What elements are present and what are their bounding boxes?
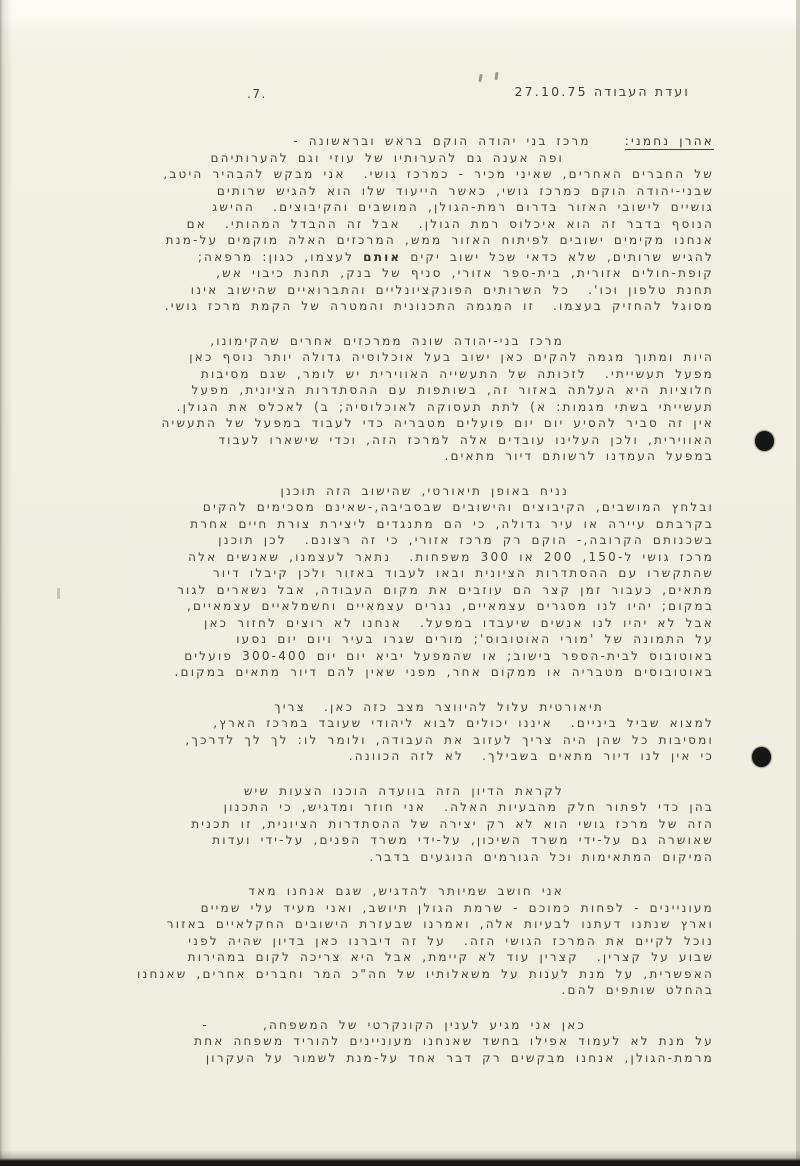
scan-speck: [494, 72, 498, 80]
paragraph: [58, 133, 714, 315]
text-line: [58, 549, 714, 566]
text-line: [58, 1050, 714, 1067]
text-line: [58, 399, 714, 416]
line-text: אין זה סביר להסיע יום יום פועלים מטבריה כדי לעבוד במפעל של התעשיה: [161, 416, 714, 430]
line-text: אנחנו מקימים ישובים לפיתוח האזור ממש, המרכזים האלה מוקמים על-מנת: [165, 233, 714, 247]
text-line: [58, 483, 714, 500]
text-line: [58, 349, 714, 366]
text-line: [58, 582, 714, 599]
line-text: הזה של מרכז גושי הוא לא רק יצירה של ההסתדרות הציונית, זו תכנית: [191, 816, 714, 831]
text-line: [58, 966, 714, 983]
line-text: ופה אענה גם להערותיו של עוזי וגם להערותיהם: [210, 150, 564, 165]
line-text: שבני-יהודה הוקם כמרכז גושי, כאשר הייעוד שלו הוא להגיש שרותים: [216, 183, 714, 198]
line-text: מעוניינים - לפחות כמוכם - שרמת הגולן תיושב, ואני מעיד עלי שמיים: [200, 900, 714, 915]
page-number: .7.: [247, 87, 267, 101]
line-text: במפעל העמדנו לרשותם דיור מתאים.: [444, 449, 714, 463]
text-line: [58, 1017, 714, 1034]
text-line: [58, 532, 714, 549]
paragraph: [58, 783, 714, 866]
line-text: בהן כדי לפתור חלק מהבעיות האלה. אני חוזר ומדגיש, כי התכנון: [223, 800, 714, 814]
text-line: [58, 982, 714, 999]
text-line: [58, 199, 714, 216]
line-text: וארץ שנתנו דעתנו לבעיות אלה, ואמרנו שבעזרת הישובים החקלאיים באזור: [166, 917, 714, 931]
text-line: [58, 816, 714, 833]
text-line: [58, 1033, 714, 1050]
line-text: כאן אני מגיע לענין הקונקרטי של המשפחה, -: [202, 1017, 586, 1032]
text-line: [58, 916, 714, 933]
line-text: בשכנותם הקרובה,- הוקם רק מרכז אזורי, כי זה רצונם. לכן תוכנן: [218, 533, 714, 547]
line-text: מרכז גושי ל-150, 200 או 300 משפחות. נתאר לעצמנו, שאנשים אלה: [188, 549, 714, 564]
line-text: היות ומתוך מגמה להקים כאן ישוב בעל אוכלוסיה גדולה יותר נוסף כאן: [189, 350, 714, 364]
paragraph: [58, 883, 714, 999]
text-line: [58, 249, 714, 266]
line-text: מסוגל להחזיק בעצמו. זו המגמה התכנונית והמטרה של הקמת מרכז גושי.: [164, 299, 714, 313]
line-text: כי אין לנו דיור מתאים בשבילך. לא לזה הכוונה.: [348, 749, 714, 763]
text-line: [58, 382, 714, 399]
line-text: נוכל לקיים את המרכז הגושי הזה. על זה דיברנו כאן בדיון שהיה לפני: [188, 933, 714, 948]
line-text: מתאים, כעבור זמן קצר הם עוזבים את מקום העבודה, אבל נשארים לגור: [177, 582, 714, 597]
text-line: [58, 715, 714, 732]
line-text: ובלחץ המושבים, הקיבוצים והישובים שבסביבה,-שאינם מסכימים להקים: [202, 500, 714, 514]
text-line: [58, 298, 714, 315]
emphasized-word: אותם: [363, 249, 402, 264]
paragraph: [58, 483, 714, 681]
line-text: באוטובוס לבית-הספר בישוב; או שהמפעל יביא יום יום 300-400 פועלים: [184, 648, 714, 663]
line-text: אני חושב שמיותר להדגיש, שגם אנחנו מאד: [248, 884, 564, 898]
text-line: [58, 631, 714, 648]
line-text: תחנת טלפון וכו'. כל השרותים הפונקציונליים והתברואיים שהישוב אינו: [190, 282, 714, 297]
text-line: [58, 933, 714, 950]
text-line: [58, 949, 714, 966]
scan-speck: [478, 74, 483, 82]
text-line: [58, 216, 714, 233]
line-text: שבוע על קצרין. קצרין עוד לא קיימת, אבל היא צריכה לקום במהירות: [187, 950, 714, 964]
paragraph: [58, 699, 714, 765]
text-line: [58, 232, 714, 249]
line-text: על מנת לא לעמוד אפילו בחשד שאנחנו מעוניינים להוריד משפחה אחת: [194, 1034, 714, 1048]
text-line: [58, 748, 714, 765]
line-text: מרמת-הגולן, אנחנו מבקשים רק דבר אחד על-מנת לשמור על העקרון: [205, 1050, 714, 1065]
scan-bottom-edge: [0, 1150, 800, 1166]
text-line: [58, 333, 714, 350]
line-text: מפעל תעשייתי. לזכותה של התעשייה האווירית יש לומר, שגם מסיבות: [200, 366, 714, 381]
line-text: תיאורטית עלול להיווצר מצב כזה כאן. צריך: [274, 699, 604, 714]
paragraph: [58, 333, 714, 465]
line-text: להגיש שרותים, שלא כדאי שכל ישוב יקים: [401, 249, 714, 264]
text-line: [58, 648, 714, 665]
document-body: [58, 133, 714, 1084]
line-text: על התמונה של 'מורי האוטובוס'; מורים שגרו בעיר ויום יום נסעו: [236, 632, 714, 646]
line-text: אבל לא יהיו לנו אנשים שיעבדו במפעל. אנחנו לא רוצים לחזור כאן: [203, 615, 714, 630]
text-line: [58, 432, 714, 449]
text-line: [58, 565, 714, 582]
text-line: [58, 699, 714, 716]
text-line: [58, 664, 714, 681]
line-text: ומסיבות כל שהן היה צריך לעזוב את העבודה, ולומר לו: לך לך לדרכך,: [185, 732, 714, 747]
text-line: [58, 516, 714, 533]
text-line: [58, 415, 714, 432]
text-line: [58, 150, 714, 167]
text-line: [58, 448, 714, 465]
line-text: תעשייתי בשתי מגמות: א) לתת תעסוקה לאוכלוסיה; ב) לאכלס את הגולן.: [176, 399, 714, 414]
text-line: [58, 499, 714, 516]
line-text: במקום; יהיו לנו מסגרים עצמאיים, נגרים עצמאיים וחשמלאיים עצמאיים,: [187, 599, 714, 613]
committee-header: ועדת העבודה 27.10.75: [514, 84, 690, 99]
text-line: [58, 783, 714, 800]
text-line: [58, 598, 714, 615]
line-text: האווירית, ולכן העלינו עובדים אלה למרכז הזה, וכדי שישארו לעבוד: [218, 432, 714, 447]
text-line: [58, 282, 714, 299]
line-text: לקראת הדיון הזה בוועדה הוכנו הצעות שיש: [243, 783, 564, 798]
line-text: נניח באופן תיאורטי, שהישוב הזה תוכנן: [280, 483, 569, 498]
text-line: [58, 799, 714, 816]
text-line: [58, 883, 714, 900]
text-line: [58, 265, 714, 282]
line-text: למצוא שביל ביניים. איננו יכולים לבוא ליהודי שעובד במרכז הארץ,: [213, 716, 714, 730]
line-text: המיקום המתאימות וכל הגורמים הנוגעים בדבר.: [369, 849, 714, 864]
punch-hole: [755, 431, 774, 451]
line-text: קופת-חולים אזורית, בית-ספר אזורי, סניף של בנק, תחנת כיבוי אש,: [216, 266, 714, 280]
line-text: מרכז בני-יהודה שונה ממרכזים אחרים שהקימונו,: [210, 333, 564, 348]
speaker-name: אהרן נחמני:: [624, 134, 714, 148]
line-text: האפשרית, על מנת לענות על משאלותיו של חה"כ המר וחברים אחרים, שאנחנו: [136, 966, 714, 981]
text-line: [58, 166, 714, 183]
text-line: [58, 183, 714, 200]
line-text: שהתקשרו עם ההסתדרות הציונית ובאו לעבוד באזור ולכן קיבלו דיור: [212, 566, 714, 580]
line-text: מרכז בני יהודה הוקם בראש ובראשונה -: [293, 134, 591, 148]
line-text: בהחלט שותפים להם.: [561, 983, 714, 997]
line-text: של החברים האחרים, שאיני מכיר - כמרכז גושי. אני מבקש להבהיר היטב,: [163, 167, 714, 181]
text-line: [58, 615, 714, 632]
text-line: [58, 900, 714, 917]
line-text: גושיים לישובי האזור בדרום רמת-הגולן, המושבים והקיבוצים. ההישג: [212, 200, 714, 214]
line-text: הנוסף בדבר זה הוא איכלוס רמת הגולן. אבל זה ההבדל המהותי. אם: [186, 216, 714, 231]
text-line: [58, 849, 714, 866]
line-text: באוטובוסים מטבריה או ממקום אחר, מפני שאין להם דיור מתאים במקום.: [174, 665, 714, 679]
line-text: שאושרה גם על-ידי משרד השיכון, על-ידי משרד הפנים, על-ידי ועדות: [212, 833, 714, 847]
scan-top-band: [0, 0, 800, 30]
scan-right-edge: [796, 0, 800, 1166]
line-text: בקרבתם עיירה או עיר גדולה, כי הם מתנגדים ליצירת צורת חיים אחרת: [190, 516, 714, 531]
scan-left-edge: [0, 0, 12, 1166]
text-line: [58, 133, 714, 150]
punch-hole: [752, 747, 771, 767]
paragraph: [58, 1017, 714, 1067]
line-text: לעצמו, כגון: מרפאה;: [197, 249, 364, 264]
line-text: חלוציות היא העלתה באזור זה, בשותפות עם ההסתדרות הציונית, מפעל: [191, 383, 714, 397]
scan-speck: [57, 588, 60, 599]
text-line: [58, 366, 714, 383]
text-line: [58, 832, 714, 849]
text-line: [58, 732, 714, 749]
